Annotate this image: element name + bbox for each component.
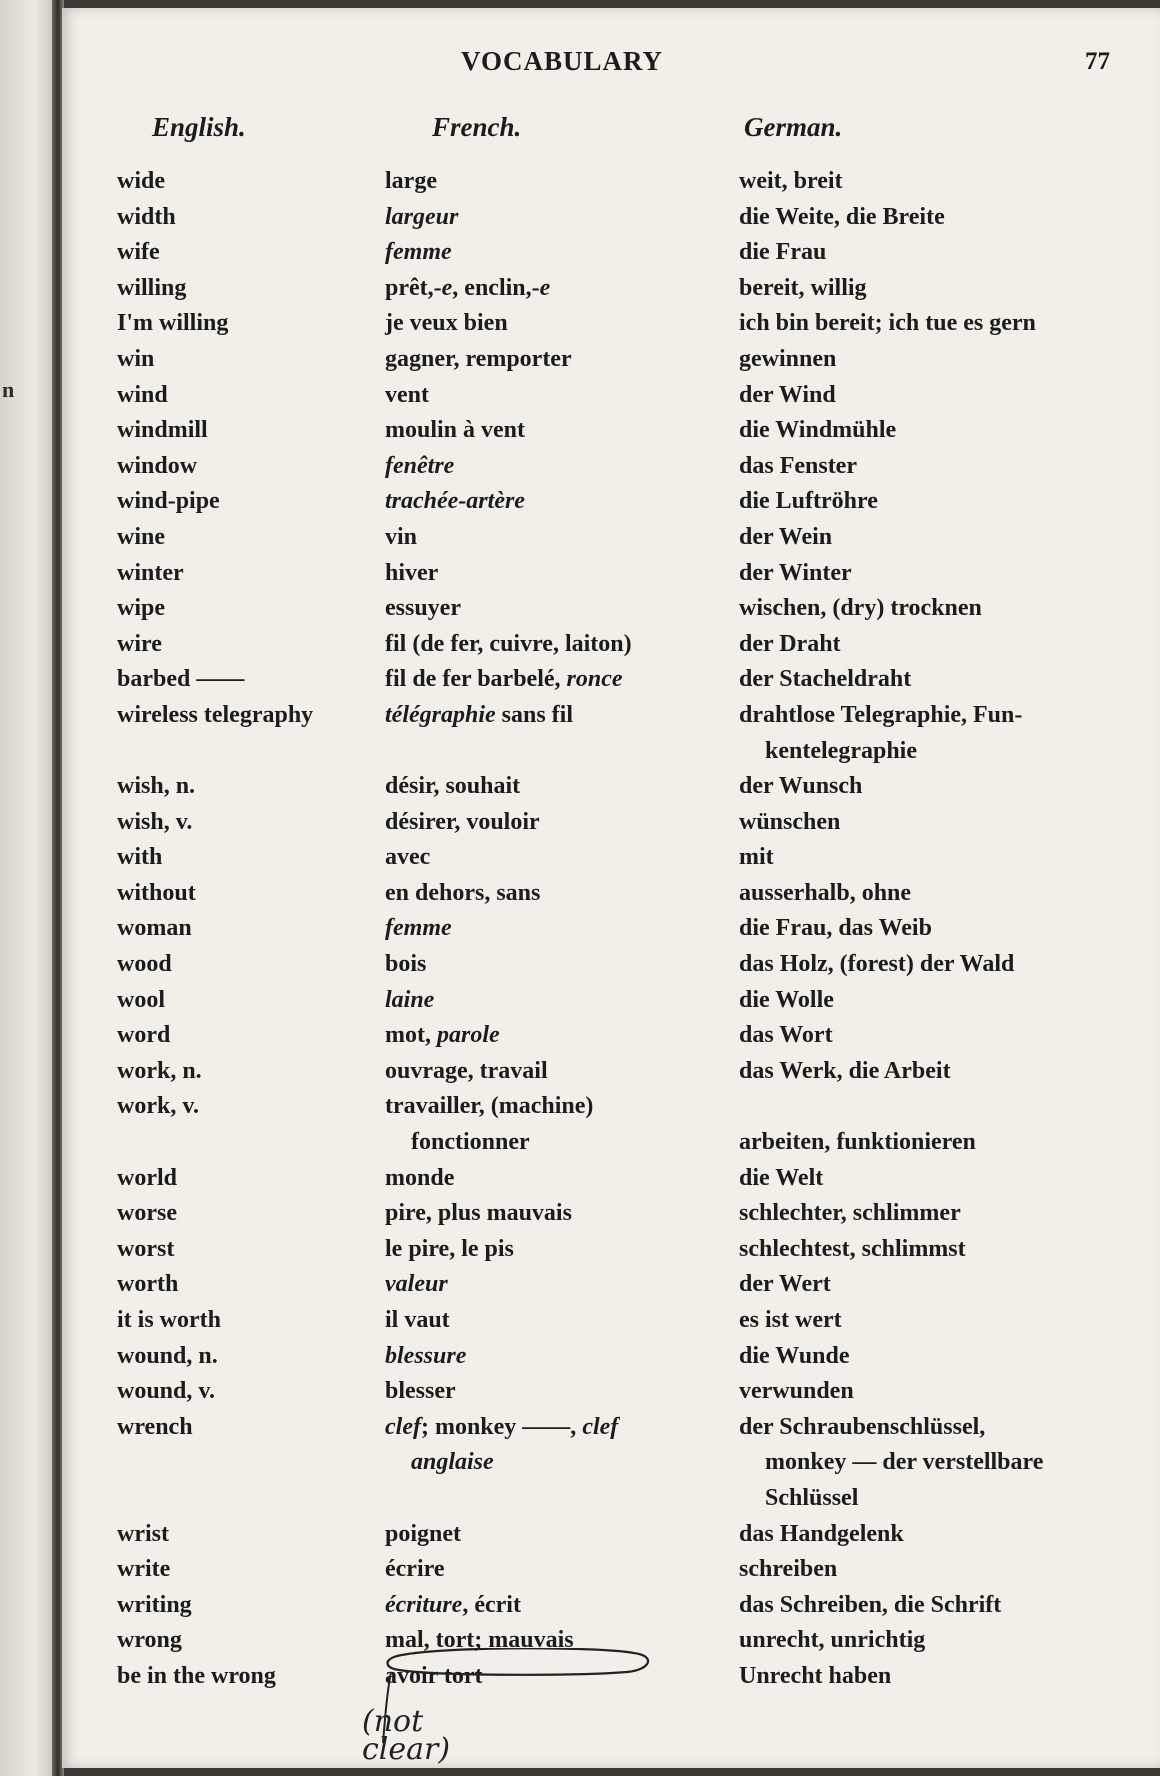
german-term xyxy=(739,947,1014,983)
vocabulary-row xyxy=(62,769,1160,805)
english-term: I'm willing xyxy=(117,310,229,337)
vocabulary-row xyxy=(62,698,1160,769)
german-line: die Wolle xyxy=(739,986,834,1013)
german-term xyxy=(739,1659,891,1695)
german-term xyxy=(739,200,945,236)
german-line xyxy=(739,1089,976,1125)
german-term xyxy=(739,627,841,663)
french-text-run: , enclin,- xyxy=(452,274,540,301)
english-term: it is worth xyxy=(117,1307,221,1333)
vocabulary-row xyxy=(62,1018,1160,1054)
french-text-run: le pire, le pis xyxy=(385,1235,514,1262)
french-text-run: parole xyxy=(436,1022,500,1049)
french-text-run: ouvrage, travail xyxy=(385,1057,548,1084)
french-text-run: femme xyxy=(385,239,452,266)
french-term xyxy=(385,271,550,307)
german-term xyxy=(739,484,878,520)
vocabulary-row xyxy=(62,556,1160,592)
german-term xyxy=(739,378,836,414)
english-term: window xyxy=(117,452,198,479)
column-header-german: German. xyxy=(744,112,843,142)
german-line: bereit, willig xyxy=(739,274,867,301)
french-text-run: en dehors, sans xyxy=(385,879,541,906)
french-term xyxy=(385,876,540,912)
french-text-run: désir, souhait xyxy=(385,773,521,800)
german-line: der Wert xyxy=(739,1271,831,1298)
german-term xyxy=(739,520,832,556)
vocabulary-row xyxy=(62,484,1160,520)
german-line: ich bin bereit; ich tue es gern xyxy=(739,310,1036,337)
english-term: barbed —— xyxy=(117,666,245,693)
english-term: wipe xyxy=(117,595,165,622)
french-text-run: sans fil xyxy=(495,701,574,728)
french-term xyxy=(385,520,417,556)
french-text-run: avec xyxy=(385,844,431,871)
german-line: Schlüssel xyxy=(765,1484,859,1511)
vocabulary-row xyxy=(62,235,1160,271)
vocabulary-row xyxy=(62,983,1160,1019)
german-term xyxy=(739,662,911,698)
french-text-run: mot, xyxy=(385,1022,437,1049)
french-term xyxy=(385,911,452,947)
english-term: be in the wrong xyxy=(117,1662,276,1689)
vocabulary-row xyxy=(62,1161,1160,1197)
german-line: die Frau, das Weib xyxy=(739,915,932,942)
french-text-run: prêt,- xyxy=(385,274,442,301)
german-line: die Luftröhre xyxy=(739,488,878,515)
german-line: wischen, (dry) trocknen xyxy=(739,595,982,622)
german-line: das Werk, die Arbeit xyxy=(739,1057,951,1084)
french-text-run: désirer, vouloir xyxy=(385,808,540,835)
french-term xyxy=(385,1267,448,1303)
english-term: wound, v. xyxy=(117,1378,216,1405)
german-term xyxy=(739,1588,1001,1624)
german-term xyxy=(739,911,932,947)
german-term xyxy=(739,876,911,912)
german-term xyxy=(739,1196,961,1232)
french-text-run: clef xyxy=(385,1413,421,1440)
english-term: wind xyxy=(117,381,168,408)
vocabulary-row xyxy=(62,1196,1160,1232)
vocabulary-row xyxy=(62,342,1160,378)
german-line: der Wein xyxy=(739,523,833,550)
french-text-run: anglaise xyxy=(411,1449,494,1476)
german-line: schlechtest, schlimmst xyxy=(739,1235,966,1262)
french-text-run: largeur xyxy=(385,203,459,230)
handwritten-note: (not clear) xyxy=(362,1704,451,1767)
vocabulary-row xyxy=(62,271,1160,307)
german-line: die Welt xyxy=(739,1164,824,1191)
german-term xyxy=(739,556,852,592)
german-term xyxy=(739,342,836,378)
german-line: der Schraubenschlüssel, xyxy=(739,1413,986,1440)
french-text-run: fil (de fer, cuivre, laiton) xyxy=(385,630,632,657)
german-line: arbeiten, funktionieren xyxy=(739,1129,976,1156)
vocabulary-row xyxy=(62,1054,1160,1090)
german-line: der Draht xyxy=(739,630,841,657)
french-term xyxy=(385,1552,445,1588)
page-title: VOCABULARY xyxy=(460,46,664,76)
german-term xyxy=(739,449,857,485)
french-text-run: télégraphie xyxy=(385,701,496,728)
german-term xyxy=(739,1552,837,1588)
german-line: das Schreiben, die Schrift xyxy=(739,1591,1002,1618)
french-term xyxy=(385,1588,521,1624)
german-term xyxy=(739,1089,976,1160)
vocabulary-row xyxy=(62,1339,1160,1375)
english-term: win xyxy=(117,345,155,372)
page-number: 77 xyxy=(1085,48,1110,75)
german-term xyxy=(739,698,1022,769)
french-text-run: clef xyxy=(582,1413,619,1440)
french-term xyxy=(385,591,461,627)
vocabulary-row xyxy=(62,1517,1160,1553)
french-term xyxy=(385,627,632,663)
german-line: gewinnen xyxy=(739,345,837,372)
english-term: word xyxy=(117,1022,171,1049)
french-term xyxy=(385,1161,454,1197)
french-text-run: écriture xyxy=(385,1591,463,1618)
french-term xyxy=(385,983,434,1019)
german-term xyxy=(739,306,1036,342)
vocabulary-row xyxy=(62,1374,1160,1410)
french-term xyxy=(385,164,437,200)
french-term xyxy=(385,306,508,342)
french-term xyxy=(385,1089,593,1160)
french-term xyxy=(385,413,525,449)
french-text-run: hiver xyxy=(385,559,439,586)
german-term xyxy=(739,1374,854,1410)
english-term: world xyxy=(117,1164,177,1191)
french-term xyxy=(385,378,429,414)
vocabulary-row xyxy=(62,449,1160,485)
german-line: wünschen xyxy=(739,808,841,835)
vocabulary-row xyxy=(62,911,1160,947)
french-text-run: large xyxy=(385,168,437,194)
vocabulary-row xyxy=(62,520,1160,556)
french-text-run: fenêtre xyxy=(385,452,455,479)
french-text-run: il vaut xyxy=(385,1307,450,1333)
english-term: without xyxy=(117,879,196,906)
vocabulary-row xyxy=(62,1552,1160,1588)
german-line: das Handgelenk xyxy=(739,1520,904,1547)
german-line: Unrecht haben xyxy=(739,1662,892,1689)
english-term: wish, v. xyxy=(117,808,193,835)
vocabulary-row xyxy=(62,805,1160,841)
vocabulary-row xyxy=(62,200,1160,236)
german-term xyxy=(739,983,834,1019)
french-term xyxy=(385,484,525,520)
vocabulary-row xyxy=(62,591,1160,627)
english-term: wool xyxy=(117,986,165,1013)
french-text-run: blessure xyxy=(385,1342,467,1369)
french-text-run: pire, plus mauvais xyxy=(385,1200,572,1227)
vocabulary-row xyxy=(62,1089,1160,1160)
french-text-run: poignet xyxy=(385,1520,462,1547)
french-text-run: e xyxy=(441,274,453,301)
french-text-run: trachée-artère xyxy=(385,488,525,515)
english-term: with xyxy=(117,844,163,871)
english-term: write xyxy=(117,1556,171,1583)
german-term xyxy=(739,591,982,627)
german-term xyxy=(739,1410,1043,1517)
french-text-run: je veux bien xyxy=(385,310,508,337)
german-line: ausserhalb, ohne xyxy=(739,879,912,906)
french-text-run: avoir tort xyxy=(385,1662,483,1689)
vocabulary-row xyxy=(62,662,1160,698)
french-text-run: blesser xyxy=(385,1378,456,1405)
english-term: windmill xyxy=(117,417,208,444)
german-term xyxy=(739,271,867,307)
german-term xyxy=(739,1161,823,1197)
english-term: wine xyxy=(117,523,165,550)
german-term xyxy=(739,805,840,841)
german-line: mit xyxy=(739,844,774,871)
english-term: work, n. xyxy=(117,1057,202,1084)
german-term xyxy=(739,1517,904,1553)
german-term xyxy=(739,1232,966,1268)
vocabulary-row xyxy=(62,378,1160,414)
german-term xyxy=(739,1623,925,1659)
german-line: das Holz, (forest) der Wald xyxy=(739,951,1015,978)
german-line: der Wind xyxy=(739,381,836,408)
german-line: die Weite, die Breite xyxy=(739,203,945,230)
english-term: writing xyxy=(117,1591,192,1618)
french-term xyxy=(385,769,520,805)
vocabulary-row xyxy=(62,947,1160,983)
margin-fragment: n xyxy=(2,377,15,402)
german-line: die Wunde xyxy=(739,1342,850,1369)
german-line: das Wort xyxy=(739,1022,833,1049)
german-line: verwunden xyxy=(739,1378,854,1405)
french-text-run: e xyxy=(539,274,551,301)
english-term: wide xyxy=(117,168,165,194)
french-term xyxy=(385,1018,500,1054)
french-text-run: vent xyxy=(385,381,429,408)
french-term xyxy=(385,1339,466,1375)
french-text-run: laine xyxy=(385,986,435,1013)
english-term: wrong xyxy=(117,1627,182,1654)
french-term xyxy=(385,1374,456,1410)
english-term: wire xyxy=(117,630,162,657)
german-line: es ist wert xyxy=(739,1307,842,1333)
french-term xyxy=(385,235,452,271)
vocabulary-row xyxy=(62,164,1160,200)
german-term xyxy=(739,235,826,271)
german-line: kentelegraphie xyxy=(765,737,917,764)
french-term xyxy=(385,840,430,876)
english-term: woman xyxy=(117,915,192,942)
english-term: wife xyxy=(117,239,160,266)
french-term xyxy=(385,1054,548,1090)
english-term: wireless telegraphy xyxy=(117,701,314,728)
english-term: winter xyxy=(117,559,184,586)
english-term: width xyxy=(117,203,176,230)
english-term: wood xyxy=(117,951,172,978)
french-text-run: écrire xyxy=(385,1556,445,1583)
french-term xyxy=(385,200,458,236)
vocabulary-row xyxy=(62,840,1160,876)
german-line: weit, breit xyxy=(739,168,843,194)
german-line: schreiben xyxy=(739,1556,838,1583)
french-text-run: monde xyxy=(385,1164,455,1191)
vocabulary-row xyxy=(62,627,1160,663)
french-text-run: femme xyxy=(385,915,452,942)
vocabulary-row xyxy=(62,1303,1160,1339)
german-term xyxy=(739,164,843,200)
german-line: die Frau xyxy=(739,239,827,266)
vocabulary-row xyxy=(62,876,1160,912)
vocabulary-row xyxy=(62,1232,1160,1268)
german-line: der Wunsch xyxy=(739,773,863,800)
english-term: wound, n. xyxy=(117,1342,218,1369)
french-term xyxy=(385,947,426,983)
french-term xyxy=(385,698,573,734)
english-term: wrist xyxy=(117,1520,169,1547)
english-term: willing xyxy=(117,274,187,301)
vocabulary-table xyxy=(62,164,1160,1695)
german-line: drahtlose Telegraphie, Fun- xyxy=(739,701,1023,728)
german-line: schlechter, schlimmer xyxy=(739,1200,961,1227)
french-text-run: ; monkey ——, xyxy=(420,1413,583,1440)
german-term xyxy=(739,840,774,876)
french-term xyxy=(385,1196,572,1232)
english-term: wrench xyxy=(117,1413,193,1440)
french-text-run: gagner, remporter xyxy=(385,345,572,372)
column-header-english: English. xyxy=(152,112,246,142)
english-term: wish, n. xyxy=(117,773,196,800)
french-text-run: fil de fer barbelé, xyxy=(385,666,567,693)
german-term xyxy=(739,769,862,805)
german-line: der Stacheldraht xyxy=(739,666,912,693)
german-term xyxy=(739,1018,833,1054)
german-line: monkey — der verstellbare xyxy=(765,1449,1044,1476)
french-term xyxy=(385,1517,461,1553)
english-term: worse xyxy=(117,1200,177,1227)
german-line: der Winter xyxy=(739,559,852,586)
vocabulary-row xyxy=(62,1588,1160,1624)
french-term xyxy=(385,805,540,841)
german-term xyxy=(739,1267,831,1303)
english-term: work, v. xyxy=(117,1093,200,1120)
vocabulary-row xyxy=(62,306,1160,342)
english-term: worst xyxy=(117,1235,175,1262)
french-text-run: vin xyxy=(385,523,418,550)
french-text-run: essuyer xyxy=(385,595,461,622)
french-term xyxy=(385,1303,450,1339)
german-term xyxy=(739,1054,951,1090)
french-term xyxy=(385,556,438,592)
french-term xyxy=(385,1410,618,1481)
column-header-french: French. xyxy=(432,112,522,142)
french-text-run: travailler, (machine) xyxy=(385,1093,594,1120)
german-term xyxy=(739,413,896,449)
french-text-run: ronce xyxy=(566,666,623,693)
french-term xyxy=(385,342,572,378)
vocabulary-row xyxy=(62,413,1160,449)
french-text-run: moulin à vent xyxy=(385,417,526,444)
french-text-run: fonctionner xyxy=(411,1129,530,1156)
german-term xyxy=(739,1303,842,1339)
french-term xyxy=(385,449,454,485)
french-text-run: , écrit xyxy=(462,1591,521,1618)
vocabulary-page xyxy=(62,8,1160,1768)
english-term: worth xyxy=(117,1271,179,1298)
french-text-run: mal, tort; mauvais xyxy=(385,1627,574,1654)
vocabulary-row xyxy=(62,1410,1160,1517)
french-text-run: bois xyxy=(385,951,427,978)
german-line: unrecht, unrichtig xyxy=(739,1627,926,1654)
vocabulary-row xyxy=(62,1267,1160,1303)
german-term xyxy=(739,1339,850,1375)
english-term: wind-pipe xyxy=(117,488,220,515)
german-line: das Fenster xyxy=(739,452,857,479)
german-line: die Windmühle xyxy=(739,417,897,444)
previous-page-edge xyxy=(0,0,56,1776)
french-term xyxy=(385,1232,514,1268)
french-text-run: valeur xyxy=(385,1271,448,1298)
french-term xyxy=(385,662,623,698)
